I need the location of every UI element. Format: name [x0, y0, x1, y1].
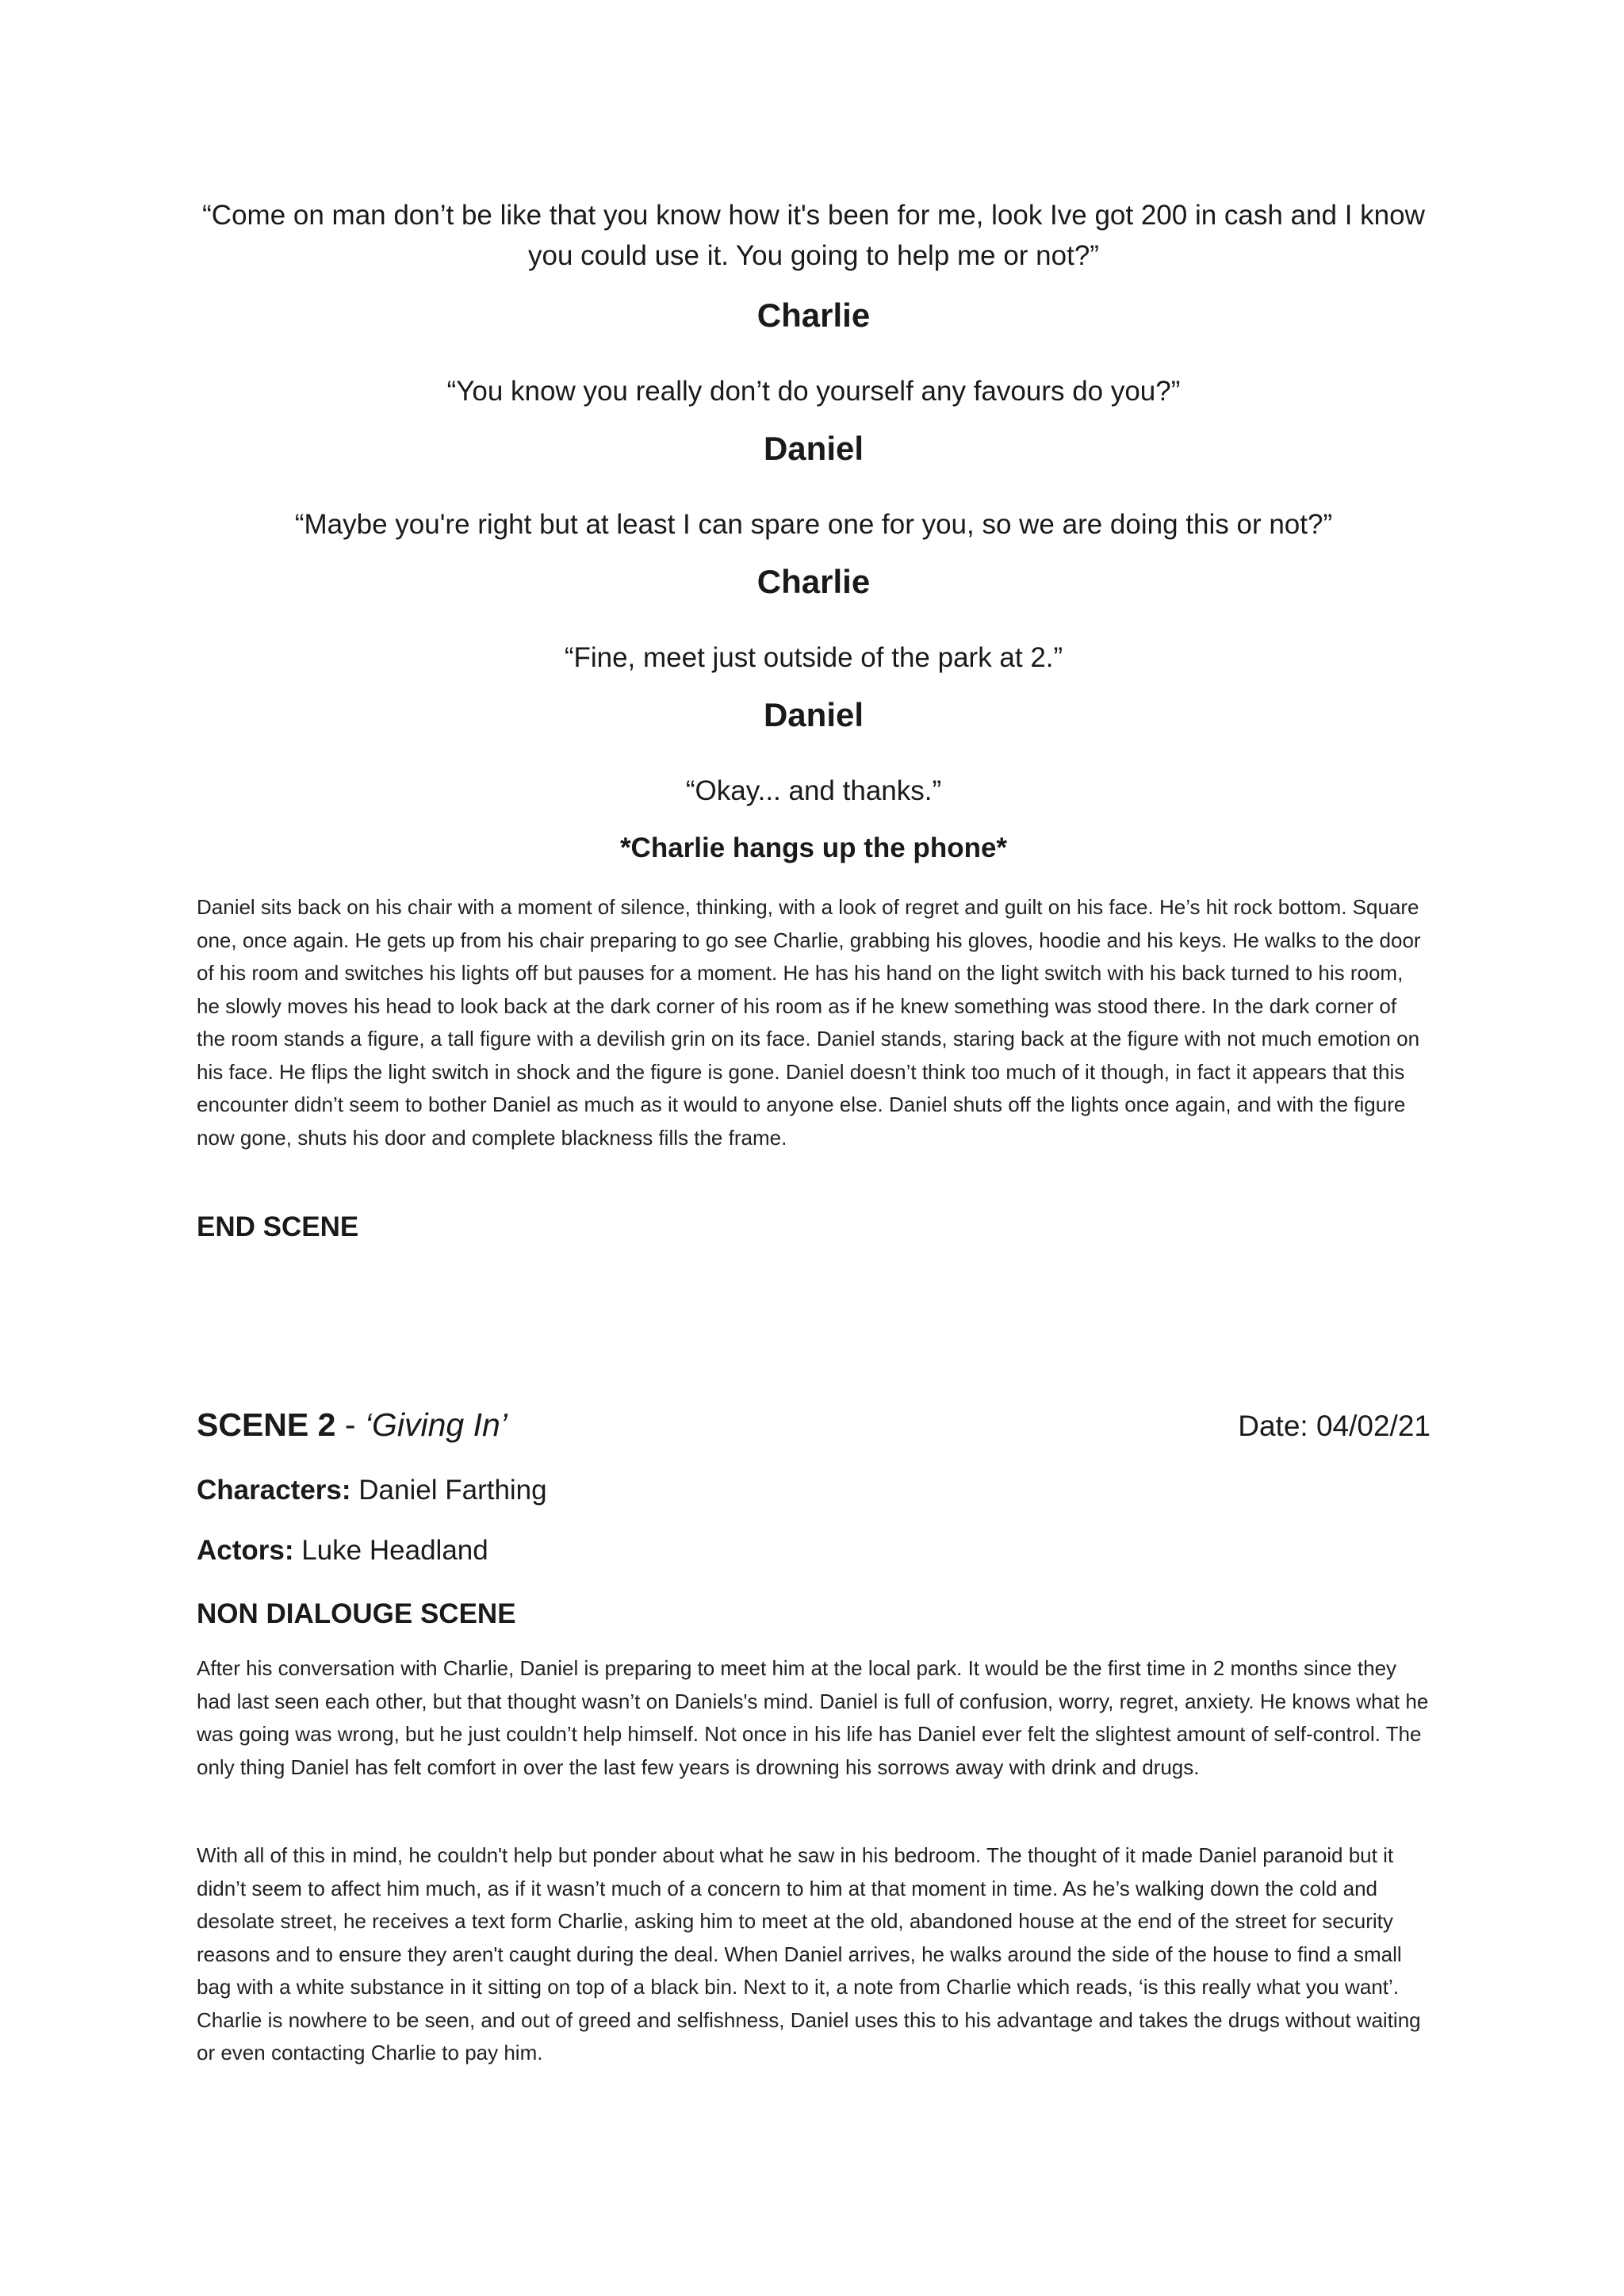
dialogue-line: “Come on man don’t be like that you know how it's been for me, look Ive got 200 in cash and I know you could use it. You going to help me or not?”	[202, 200, 1425, 271]
scene-type-label: NON DIALOUGE SCENE	[197, 1598, 516, 1629]
dialogue-line: “Maybe you're right but at least I can spare one for you, so we are doing this or not?”	[294, 509, 1333, 540]
characters-value: Daniel Farthing	[350, 1475, 547, 1506]
scene2-date: Date: 04/02/21	[1238, 1410, 1431, 1442]
speaker-name: Daniel	[763, 430, 864, 467]
scene2-separator: -	[335, 1406, 365, 1443]
scene2-title-group	[197, 1406, 508, 1444]
actors-label: Actors:	[197, 1535, 294, 1566]
speaker-name: Charlie	[756, 297, 871, 334]
characters-field	[197, 1475, 547, 1506]
speaker-name: Daniel	[763, 696, 864, 733]
scene1-description: Daniel sits back on his chair with a moment of silence, thinking, with a look of regret and guilt on his face. He’s hit rock bottom. Square one, once again. He gets up from his chair preparing to go see Charlie, grabbing his gloves, hoodie and his keys. He walks to the door of his room and switches his lights off but pauses for a moment. He has his hand on the light switch with his back turned to his room, he slowly moves his head to look back at the dark corner of his room as if he knew something was stood there. In the dark corner of the room stands a figure, a tall figure with a devilish grin on its face. Daniel stands, staring back at the figure with not much emotion on his face. He flips the light switch in shock and the figure is gone. Daniel doesn’t think too much of it though, in fact it appears that this encounter didn’t seem to bother Daniel as much as it would to anyone else. Daniel shuts off the lights once again, and with the figure now gone, shuts his door and complete blackness fills the frame.	[197, 895, 1421, 1150]
scene2-number: SCENE 2	[197, 1406, 336, 1443]
actors-field	[197, 1535, 488, 1567]
speaker-name: Charlie	[756, 563, 871, 600]
dialogue-line: “You know you really don’t do yourself any favours do you?”	[446, 376, 1181, 407]
dialogue-line: “Okay... and thanks.”	[685, 775, 942, 806]
scene2-paragraph: With all of this in mind, he couldn't help but ponder about what he saw in his bedroom. The thought of it made Daniel paranoid but it didn’t seem to affect him much, as if it wasn’t much of a concern to him at that moment in time. As he’s walking down the cold and desolate street, he receives a text form Charlie, asking him to meet at the old, abandoned house at the end of the street for security reasons and to ensure they aren't caught during the deal. When Daniel arrives, he walks around the side of the house to find a small bag with a white substance in it sitting on top of a black bin. Next to it, a note from Charlie which reads, ‘is this really what you want’. Charlie is nowhere to be seen, and out of greed and selfishness, Daniel uses this to his advantage and takes the drugs without waiting or even contacting Charlie to pay him.	[197, 1843, 1421, 2064]
stage-direction: *Charlie hangs up the phone*	[619, 832, 1008, 863]
scene2-paragraph: After his conversation with Charlie, Daniel is preparing to meet him at the local park. It would be the first time in 2 months since they had last seen each other, but that thought wasn’t on Daniels's mind. Daniel is full of confusion, worry, regret, anxiety. He knows what he was going was wrong, but he just couldn’t help himself. Not once in his life has Daniel ever felt the slightest amount of self-control. The only thing Daniel has felt comfort in over the last few years is drowning his sorrows away with drink and drugs.	[197, 1656, 1429, 1779]
scene2-title: ‘Giving In’	[364, 1406, 508, 1443]
dialogue-line: “Fine, meet just outside of the park at 2.”	[564, 642, 1063, 673]
scene2-heading	[197, 1406, 1431, 1451]
end-scene-label: END SCENE	[197, 1211, 359, 1242]
actors-value: Luke Headland	[293, 1535, 488, 1566]
characters-label: Characters:	[197, 1475, 351, 1506]
